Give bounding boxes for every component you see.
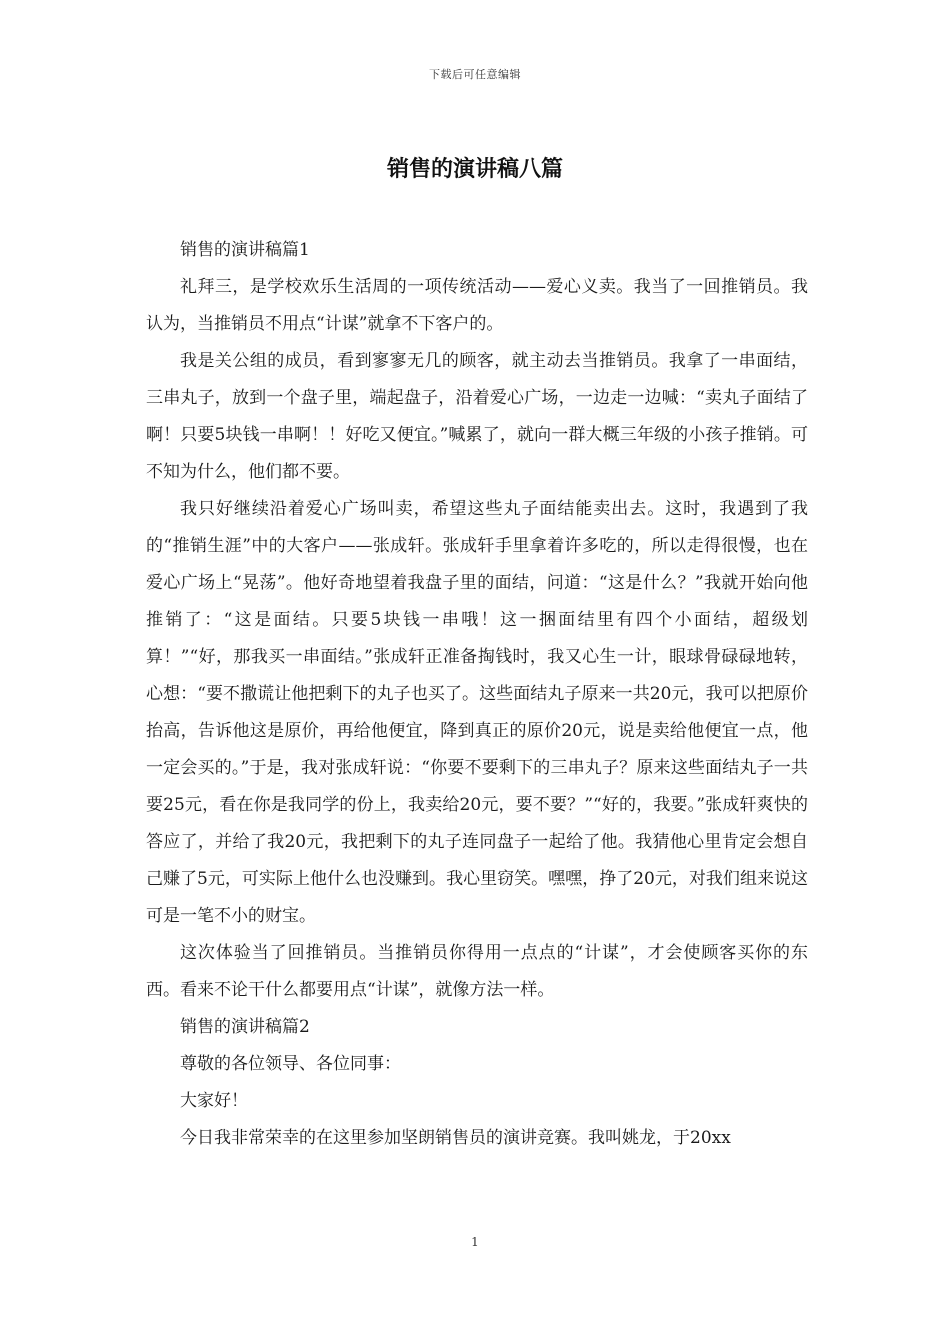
paragraph: 礼拜三，是学校欢乐生活周的一项传统活动——爱心义卖。我当了一回推销员。我认为，当推销员不用点“计谋”就拿不下客户的。 xyxy=(146,277,808,334)
document-title: 销售的演讲稿八篇 xyxy=(386,156,563,182)
page-number: 1 xyxy=(471,1235,479,1249)
paragraph: 这次体验当了回推销员。当推销员你得用一点点的“计谋”，才会使顾客买你的东西。看来不论干什么都要用点“计谋”，就像方法一样。 xyxy=(146,943,808,1000)
paragraph: 我只好继续沿着爱心广场叫卖，希望这些丸子面结能卖出去。这时，我遇到了我的“推销生涯”中的大客户——张成轩。张成轩手里拿着许多吃的，所以走得很慢，也在爱心广场上“晃荡”。他好奇地望着我盘子里的面结，问道：“这是什么？”我就开始向他推销了：“这是面结。只要5块钱一串哦！这一捆面结里有四个小面结，超级划算！”“好，那我买一串面结。”张成轩正准备掏钱时，我又心生一计，眼球骨碌碌地转，心想：“要不撒谎让他把剩下的丸子也买了。这些面结丸子原来一共20元，我可以把原价抬高，告诉他这是原价，再给他便宜，降到真正的原价20元，说是卖给他便宜一点，他一定会买的。”于是，我对张成轩说：“你要不要剩下的三串丸子？原来这些面结丸子一共要25元，看在你是我同学的份上，我卖给20元，要不要？”“好的，我要。”张成轩爽快的答应了，并给了我20元，我把剩下的丸子连同盘子一起给了他。我猜他心里肯定会想自己赚了5元，可实际上他什么也没赚到。我心里窃笑。嘿嘿，挣了20元，对我们组来说这可是一笔不小的财宝。 xyxy=(146,499,808,926)
document-body xyxy=(146,232,808,1157)
paragraph: 我是关公组的成员，看到寥寥无几的顾客，就主动去当推销员。我拿了一串面结，三串丸子，放到一个盘子里，端起盘子，沿着爱心广场，一边走一边喊：“卖丸子面结了啊！只要5块钱一串啊！！好吃又便宜。”喊累了，就向一群大概三年级的小孩子推销。可不知为什么，他们都不要。 xyxy=(146,351,808,482)
paragraph: 今日我非常荣幸的在这里参加坚朗销售员的演讲竞赛。我叫姚龙，于20xx xyxy=(180,1128,731,1148)
greeting: 大家好！ xyxy=(180,1091,248,1111)
download-edit-note: 下载后可任意编辑 xyxy=(429,68,521,81)
salutation: 尊敬的各位领导、各位同事： xyxy=(180,1054,401,1074)
section-heading-1: 销售的演讲稿篇1 xyxy=(180,240,310,260)
section-heading-2: 销售的演讲稿篇2 xyxy=(180,1017,310,1037)
